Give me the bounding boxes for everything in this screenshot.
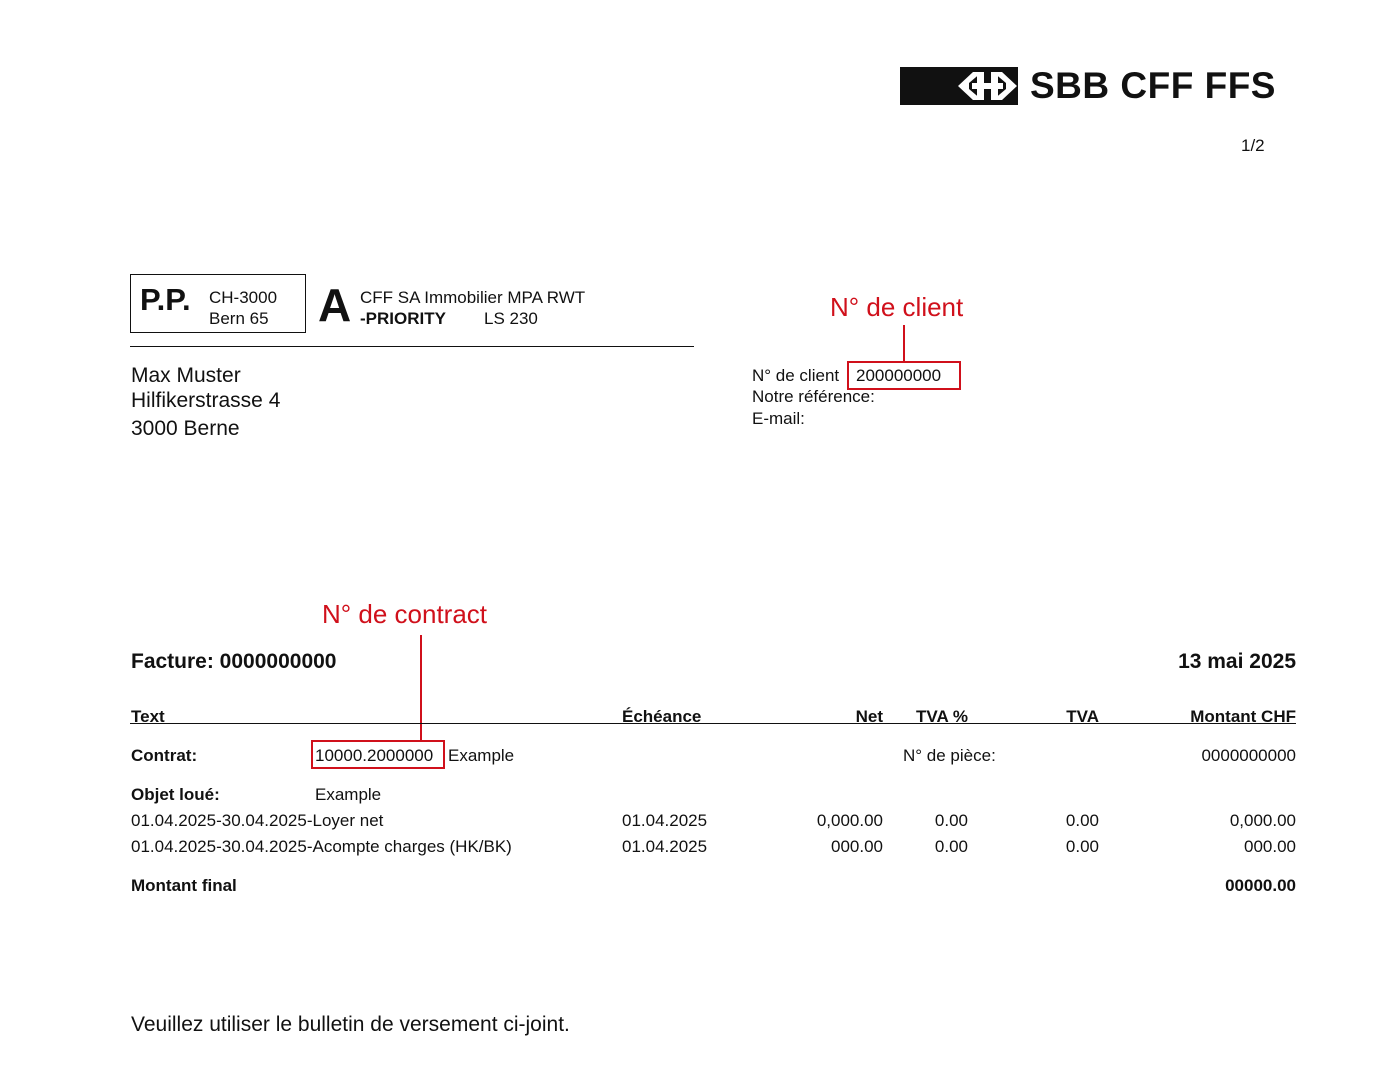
recipient-city: 3000 Berne [131,417,240,440]
sender-line: CFF SA Immobilier MPA RWT [360,288,586,307]
contract-number: 10000.2000000 [315,746,434,765]
row-vat: 0.00 [1065,837,1099,856]
our-reference-label: Notre référence: [752,387,875,406]
row-net: 0,000.00 [816,811,883,830]
address-divider [130,346,694,347]
client-annotation-line [903,325,905,362]
object-value: Example [315,785,382,804]
page-number: 1/2 [1241,136,1265,155]
col-header-due: Échéance [622,707,702,726]
contract-label: Contrat: [131,746,198,765]
contract-annotation-line [420,635,422,740]
sbb-arrow-cross-icon [900,67,1018,105]
contract-annotation: N° de contract [322,599,488,629]
postage-city: Bern 65 [209,309,269,328]
object-label: Objet loué: [131,785,220,804]
row-amount: 000.00 [1244,837,1296,856]
row-vat-pct: 0.00 [934,811,968,830]
client-number-value: 200000000 [856,366,942,385]
document-number-value: 0000000000 [1201,746,1296,765]
postage-postcode: CH-3000 [209,288,278,307]
col-header-text: Text [131,707,165,726]
row-text: 01.04.2025-30.04.2025-Acompte charges (HK/BK) [131,837,512,856]
invoice-title: Facture: 0000000000 [131,650,337,673]
row-vat: 0.00 [1065,811,1099,830]
row-due: 01.04.2025 [622,811,708,830]
email-label: E-mail: [752,409,805,428]
ls-code: LS 230 [484,309,538,328]
a-mail-mark: A [318,279,352,331]
total-value: 00000.00 [1225,876,1296,895]
row-vat-pct: 0.00 [934,837,968,856]
client-number-label: N° de client [752,366,840,385]
col-header-vat: TVA [1066,707,1099,726]
recipient-name: Max Muster [131,364,241,387]
row-text: 01.04.2025-30.04.2025-Loyer net [131,811,384,830]
recipient-street: Hilfikerstrasse 4 [131,389,281,412]
priority-label: -PRIORITY [360,309,446,328]
pp-mark: P.P. [140,282,191,317]
invoice-date: 13 mai 2025 [1178,650,1296,673]
table-header-rule [130,723,1296,724]
col-header-net: Net [855,707,883,726]
client-annotation: N° de client [830,292,964,322]
row-net: 000.00 [831,837,883,856]
row-due: 01.04.2025 [622,837,708,856]
contract-name: Example [448,746,515,765]
payment-instruction: Veuillez utiliser le bulletin de versement ci-joint. [131,1013,570,1036]
col-header-amount: Montant CHF [1190,707,1296,726]
total-label: Montant final [131,876,237,895]
sbb-logo-block [900,67,1018,105]
brand-name: SBB CFF FFS [1030,65,1276,106]
col-header-vat-pct: TVA % [916,707,968,726]
document-number-label: N° de pièce: [903,746,996,765]
row-amount: 0,000.00 [1229,811,1296,830]
